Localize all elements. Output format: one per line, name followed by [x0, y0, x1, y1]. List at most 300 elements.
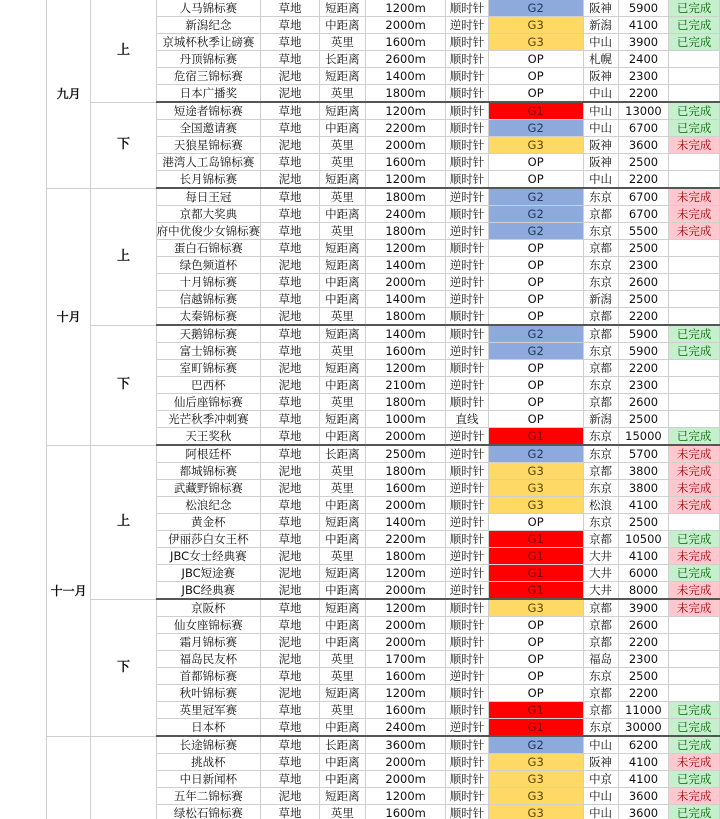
surface-cell: 草地 — [261, 34, 320, 51]
surface-cell: 草地 — [261, 343, 320, 360]
distance-category-cell: 中距离 — [319, 719, 365, 737]
status-cell: 已完成 — [669, 805, 720, 819]
venue-cell: 中京 — [583, 771, 618, 788]
distance-cell: 1800m — [365, 308, 445, 326]
direction-cell: 顺时针 — [446, 154, 488, 171]
grade-cell: G3 — [488, 497, 583, 514]
surface-cell: 草地 — [261, 668, 320, 685]
distance-category-cell: 短距离 — [319, 325, 365, 343]
status-cell — [669, 274, 720, 291]
distance-cell: 3600m — [365, 736, 445, 754]
grade-cell: G1 — [488, 428, 583, 446]
venue-cell: 京都 — [583, 325, 618, 343]
table-row[interactable] — [47, 102, 720, 120]
race-name-cell: 阿根廷杯 — [156, 445, 261, 463]
surface-cell: 草地 — [261, 617, 320, 634]
distance-cell: 1600m — [365, 34, 445, 51]
venue-cell: 新潟 — [583, 411, 618, 428]
prize-cell: 4100 — [618, 497, 669, 514]
direction-cell: 顺时针 — [446, 308, 488, 326]
race-name-cell: 绿色频道杯 — [156, 257, 261, 274]
surface-cell: 泥地 — [261, 685, 320, 702]
distance-cell: 2600m — [365, 51, 445, 68]
grade-cell: OP — [488, 291, 583, 308]
race-name-cell: 天鹅锦标赛 — [156, 325, 261, 343]
distance-category-cell: 中距离 — [319, 428, 365, 446]
table-row[interactable] — [47, 445, 720, 463]
prize-cell: 30000 — [618, 719, 669, 737]
status-cell: 未完成 — [669, 599, 720, 617]
distance-category-cell: 长距离 — [319, 51, 365, 68]
direction-cell: 顺时针 — [446, 634, 488, 651]
grade-cell: OP — [488, 68, 583, 85]
prize-cell: 2500 — [618, 154, 669, 171]
prize-cell: 2300 — [618, 377, 669, 394]
distance-category-cell: 英里 — [319, 137, 365, 154]
grade-cell: G2 — [488, 445, 583, 463]
distance-category-cell: 中距离 — [319, 531, 365, 548]
status-cell: 未完成 — [669, 788, 720, 805]
distance-cell: 1600m — [365, 702, 445, 719]
surface-cell: 草地 — [261, 120, 320, 137]
direction-cell: 逆时针 — [446, 668, 488, 685]
direction-cell: 逆时针 — [446, 565, 488, 582]
status-cell — [669, 257, 720, 274]
grade-cell: G1 — [488, 102, 583, 120]
grade-cell: OP — [488, 308, 583, 326]
distance-category-cell: 英里 — [319, 394, 365, 411]
venue-cell: 京都 — [583, 634, 618, 651]
distance-category-cell: 中距离 — [319, 754, 365, 771]
venue-cell: 中山 — [583, 736, 618, 754]
status-cell — [669, 651, 720, 668]
surface-cell: 草地 — [261, 411, 320, 428]
status-cell: 已完成 — [669, 771, 720, 788]
venue-cell: 东京 — [583, 343, 618, 360]
surface-cell: 泥地 — [261, 582, 320, 600]
distance-cell: 2000m — [365, 17, 445, 34]
direction-cell: 顺时针 — [446, 736, 488, 754]
distance-cell: 1600m — [365, 480, 445, 497]
distance-category-cell: 短距离 — [319, 102, 365, 120]
race-name-cell: 绿松石锦标赛 — [156, 805, 261, 819]
prize-cell: 2200 — [618, 171, 669, 189]
race-name-cell: 新潟纪念 — [156, 17, 261, 34]
direction-cell: 顺时针 — [446, 685, 488, 702]
race-name-cell: 秋叶锦标赛 — [156, 685, 261, 702]
status-cell — [669, 685, 720, 702]
grade-cell: G3 — [488, 599, 583, 617]
surface-cell: 草地 — [261, 188, 320, 206]
race-name-cell: JBC短途赛 — [156, 565, 261, 582]
distance-cell: 1800m — [365, 85, 445, 103]
surface-cell: 草地 — [261, 754, 320, 771]
surface-cell: 草地 — [261, 206, 320, 223]
distance-category-cell: 中距离 — [319, 582, 365, 600]
distance-category-cell: 英里 — [319, 463, 365, 480]
distance-category-cell: 中距离 — [319, 617, 365, 634]
prize-cell: 2200 — [618, 634, 669, 651]
table-row[interactable] — [47, 188, 720, 206]
venue-cell: 阪神 — [583, 137, 618, 154]
grade-cell: OP — [488, 634, 583, 651]
race-name-cell: 室町锦标赛 — [156, 360, 261, 377]
half-month-label — [91, 736, 156, 819]
prize-cell: 4100 — [618, 17, 669, 34]
grade-cell: OP — [488, 394, 583, 411]
surface-cell: 泥地 — [261, 565, 320, 582]
status-cell: 已完成 — [669, 0, 720, 17]
venue-cell: 中山 — [583, 171, 618, 189]
half-month-label: 上 — [91, 188, 156, 325]
distance-category-cell: 短距离 — [319, 565, 365, 582]
distance-cell: 1800m — [365, 394, 445, 411]
distance-category-cell: 英里 — [319, 548, 365, 565]
venue-cell: 东京 — [583, 514, 618, 531]
surface-cell: 草地 — [261, 445, 320, 463]
half-month-label: 下 — [91, 599, 156, 736]
distance-category-cell: 长距离 — [319, 445, 365, 463]
status-cell: 未完成 — [669, 582, 720, 600]
distance-cell: 2100m — [365, 377, 445, 394]
status-cell: 已完成 — [669, 702, 720, 719]
race-name-cell: 天狼星锦标赛 — [156, 137, 261, 154]
distance-cell: 1000m — [365, 411, 445, 428]
grade-cell: G1 — [488, 702, 583, 719]
surface-cell: 泥地 — [261, 308, 320, 326]
distance-cell: 1200m — [365, 360, 445, 377]
status-cell — [669, 634, 720, 651]
distance-cell: 1600m — [365, 668, 445, 685]
direction-cell: 顺时针 — [446, 360, 488, 377]
grade-cell: G2 — [488, 120, 583, 137]
table-row[interactable] — [47, 0, 720, 17]
grade-cell: G3 — [488, 17, 583, 34]
status-cell — [669, 240, 720, 257]
race-name-cell: 府中优俊少女锦标赛 — [156, 224, 261, 238]
venue-cell: 京都 — [583, 308, 618, 326]
surface-cell: 泥地 — [261, 788, 320, 805]
status-cell — [669, 154, 720, 171]
prize-cell: 2500 — [618, 514, 669, 531]
distance-cell: 2500m — [365, 445, 445, 463]
direction-cell: 顺时针 — [446, 120, 488, 137]
distance-cell: 2000m — [365, 497, 445, 514]
prize-cell: 2600 — [618, 617, 669, 634]
venue-cell: 东京 — [583, 480, 618, 497]
distance-category-cell: 中距离 — [319, 377, 365, 394]
race-name-cell: 仙后座锦标赛 — [156, 394, 261, 411]
distance-cell: 1800m — [365, 188, 445, 206]
grade-cell: OP — [488, 85, 583, 103]
prize-cell: 2300 — [618, 68, 669, 85]
race-table-body — [47, 0, 720, 819]
venue-cell: 东京 — [583, 445, 618, 463]
direction-cell: 直线 — [446, 411, 488, 428]
status-cell — [669, 68, 720, 85]
distance-category-cell: 英里 — [319, 480, 365, 497]
grade-cell: G3 — [488, 137, 583, 154]
status-cell: 未完成 — [669, 548, 720, 565]
race-name-cell: 人马锦标赛 — [156, 0, 261, 17]
surface-cell: 泥地 — [261, 137, 320, 154]
direction-cell: 顺时针 — [446, 394, 488, 411]
venue-cell: 东京 — [583, 719, 618, 737]
prize-cell: 2300 — [618, 257, 669, 274]
surface-cell: 草地 — [261, 325, 320, 343]
venue-cell: 东京 — [583, 377, 618, 394]
race-name-cell: 武藏野锦标赛 — [156, 480, 261, 497]
direction-cell: 顺时针 — [446, 788, 488, 805]
venue-cell: 京都 — [583, 394, 618, 411]
distance-cell: 1200m — [365, 788, 445, 805]
prize-cell: 2500 — [618, 668, 669, 685]
direction-cell: 顺时针 — [446, 805, 488, 819]
prize-cell: 5500 — [618, 223, 669, 240]
status-cell — [669, 394, 720, 411]
race-name-cell: 日本广播奖 — [156, 85, 261, 103]
venue-cell: 新潟 — [583, 17, 618, 34]
grade-cell: G1 — [488, 719, 583, 737]
direction-cell: 顺时针 — [446, 240, 488, 257]
grade-cell: OP — [488, 51, 583, 68]
venue-cell: 大井 — [583, 582, 618, 600]
status-cell: 未完成 — [669, 137, 720, 154]
surface-cell: 泥地 — [261, 480, 320, 497]
direction-cell: 顺时针 — [446, 599, 488, 617]
status-cell: 未完成 — [669, 480, 720, 497]
surface-cell: 泥地 — [261, 85, 320, 103]
prize-cell: 3900 — [618, 34, 669, 51]
race-name-cell: 英里冠军赛 — [156, 702, 261, 719]
venue-cell: 京都 — [583, 206, 618, 223]
grade-cell: OP — [488, 240, 583, 257]
venue-cell: 阪神 — [583, 68, 618, 85]
race-name-cell: 每日王冠 — [156, 188, 261, 206]
prize-cell: 5700 — [618, 445, 669, 463]
status-cell — [669, 308, 720, 326]
status-cell: 未完成 — [669, 463, 720, 480]
status-cell — [669, 291, 720, 308]
direction-cell: 顺时针 — [446, 206, 488, 223]
race-name-cell: 丹顶锦标赛 — [156, 51, 261, 68]
distance-category-cell: 英里 — [319, 343, 365, 360]
status-cell: 已完成 — [669, 102, 720, 120]
status-cell — [669, 411, 720, 428]
prize-cell: 2500 — [618, 411, 669, 428]
prize-cell: 4100 — [618, 548, 669, 565]
grade-cell: G2 — [488, 343, 583, 360]
grade-cell: G3 — [488, 754, 583, 771]
distance-category-cell: 英里 — [319, 805, 365, 819]
race-name-cell: 黄金杯 — [156, 514, 261, 531]
distance-category-cell: 短距离 — [319, 360, 365, 377]
direction-cell: 逆时针 — [446, 428, 488, 446]
distance-category-cell: 英里 — [319, 668, 365, 685]
grade-cell: OP — [488, 651, 583, 668]
distance-cell: 2200m — [365, 531, 445, 548]
prize-cell: 2500 — [618, 291, 669, 308]
distance-category-cell: 英里 — [319, 188, 365, 206]
prize-cell: 2400 — [618, 51, 669, 68]
venue-cell: 京都 — [583, 617, 618, 634]
prize-cell: 6700 — [618, 206, 669, 223]
month-label: 十月 — [47, 188, 91, 445]
distance-cell: 1600m — [365, 154, 445, 171]
distance-cell: 2000m — [365, 617, 445, 634]
status-cell: 未完成 — [669, 445, 720, 463]
distance-cell: 1400m — [365, 68, 445, 85]
status-cell: 未完成 — [669, 188, 720, 206]
grade-cell: G2 — [488, 188, 583, 206]
grade-cell: G3 — [488, 805, 583, 819]
race-name-cell: 全国邀请赛 — [156, 120, 261, 137]
distance-category-cell: 长距离 — [319, 736, 365, 754]
grade-cell: G2 — [488, 223, 583, 240]
distance-category-cell: 短距离 — [319, 257, 365, 274]
distance-category-cell: 短距离 — [319, 788, 365, 805]
surface-cell: 泥地 — [261, 651, 320, 668]
status-cell: 未完成 — [669, 223, 720, 240]
distance-category-cell: 短距离 — [319, 514, 365, 531]
direction-cell: 顺时针 — [446, 617, 488, 634]
surface-cell: 草地 — [261, 428, 320, 446]
status-cell — [669, 617, 720, 634]
half-month-label: 上 — [91, 0, 156, 102]
direction-cell: 顺时针 — [446, 85, 488, 103]
prize-cell: 5900 — [618, 343, 669, 360]
surface-cell: 草地 — [261, 17, 320, 34]
distance-cell: 1200m — [365, 0, 445, 17]
race-name-cell: 京阪杯 — [156, 599, 261, 617]
distance-category-cell: 中距离 — [319, 274, 365, 291]
direction-cell: 逆时针 — [446, 480, 488, 497]
prize-cell: 3600 — [618, 805, 669, 819]
race-name-cell: 长月锦标赛 — [156, 171, 261, 189]
race-name-cell: 天王奖秋 — [156, 428, 261, 446]
distance-category-cell: 英里 — [319, 702, 365, 719]
surface-cell: 草地 — [261, 719, 320, 737]
venue-cell: 福岛 — [583, 651, 618, 668]
distance-cell: 2000m — [365, 137, 445, 154]
distance-cell: 1800m — [365, 463, 445, 480]
grade-cell: G3 — [488, 480, 583, 497]
status-cell — [669, 514, 720, 531]
race-name-cell: 五年二锦标赛 — [156, 788, 261, 805]
race-name-cell: JBC女士经典赛 — [156, 548, 261, 565]
grade-cell: G3 — [488, 34, 583, 51]
venue-cell: 阪神 — [583, 154, 618, 171]
prize-cell: 3600 — [618, 137, 669, 154]
race-name-cell: 光芒秋季冲刺赛 — [156, 411, 261, 428]
venue-cell: 东京 — [583, 274, 618, 291]
race-name-cell: JBC经典赛 — [156, 582, 261, 600]
venue-cell: 中山 — [583, 805, 618, 819]
prize-cell: 6000 — [618, 565, 669, 582]
distance-cell: 2400m — [365, 206, 445, 223]
grade-cell: G1 — [488, 531, 583, 548]
direction-cell: 逆时针 — [446, 291, 488, 308]
venue-cell: 京都 — [583, 360, 618, 377]
grade-cell: G2 — [488, 736, 583, 754]
surface-cell: 泥地 — [261, 634, 320, 651]
grade-cell: OP — [488, 668, 583, 685]
venue-cell: 东京 — [583, 668, 618, 685]
half-month-label: 上 — [91, 445, 156, 599]
surface-cell: 泥地 — [261, 548, 320, 565]
direction-cell: 顺时针 — [446, 702, 488, 719]
direction-cell: 逆时针 — [446, 445, 488, 463]
grade-cell: G3 — [488, 463, 583, 480]
distance-category-cell: 中距离 — [319, 17, 365, 34]
status-cell: 已完成 — [669, 719, 720, 737]
venue-cell: 阪神 — [583, 754, 618, 771]
grade-cell: G2 — [488, 206, 583, 223]
direction-cell: 逆时针 — [446, 17, 488, 34]
distance-category-cell: 英里 — [319, 223, 365, 240]
distance-category-cell: 中距离 — [319, 120, 365, 137]
venue-cell: 京都 — [583, 240, 618, 257]
direction-cell: 顺时针 — [446, 137, 488, 154]
status-cell: 已完成 — [669, 565, 720, 582]
venue-cell: 京都 — [583, 685, 618, 702]
distance-category-cell: 短距离 — [319, 0, 365, 17]
grade-cell: G3 — [488, 771, 583, 788]
direction-cell: 顺时针 — [446, 463, 488, 480]
direction-cell: 逆时针 — [446, 188, 488, 206]
direction-cell: 顺时针 — [446, 771, 488, 788]
race-name-cell: 京城杯秋季让磅赛 — [156, 34, 261, 51]
race-name-cell: 中日新闻杯 — [156, 771, 261, 788]
race-name-cell: 松浪纪念 — [156, 497, 261, 514]
table-row[interactable] — [47, 736, 720, 754]
surface-cell: 泥地 — [261, 171, 320, 189]
distance-category-cell: 短距离 — [319, 68, 365, 85]
prize-cell: 3600 — [618, 788, 669, 805]
distance-category-cell: 短距离 — [319, 240, 365, 257]
surface-cell: 草地 — [261, 240, 320, 257]
distance-category-cell: 中距离 — [319, 497, 365, 514]
table-row[interactable] — [47, 599, 720, 617]
table-row[interactable] — [47, 325, 720, 343]
prize-cell: 3800 — [618, 463, 669, 480]
direction-cell: 逆时针 — [446, 377, 488, 394]
status-cell — [669, 360, 720, 377]
month-label: 九月 — [47, 0, 91, 188]
distance-category-cell: 英里 — [319, 308, 365, 326]
race-name-cell: 富士锦标赛 — [156, 343, 261, 360]
surface-cell: 泥地 — [261, 68, 320, 85]
direction-cell: 顺时针 — [446, 68, 488, 85]
direction-cell: 顺时针 — [446, 651, 488, 668]
venue-cell: 京都 — [583, 463, 618, 480]
direction-cell: 逆时针 — [446, 257, 488, 274]
prize-cell: 6700 — [618, 188, 669, 206]
status-cell: 已完成 — [669, 736, 720, 754]
race-name-cell: 信越锦标赛 — [156, 291, 261, 308]
prize-cell: 13000 — [618, 102, 669, 120]
grade-cell: OP — [488, 257, 583, 274]
month-label — [47, 736, 91, 819]
distance-cell: 1200m — [365, 240, 445, 257]
direction-cell: 逆时针 — [446, 274, 488, 291]
surface-cell: 草地 — [261, 771, 320, 788]
surface-cell: 草地 — [261, 497, 320, 514]
surface-cell: 草地 — [261, 805, 320, 819]
race-name-cell: 太秦锦标赛 — [156, 308, 261, 326]
direction-cell: 逆时针 — [446, 582, 488, 600]
prize-cell: 2200 — [618, 685, 669, 702]
